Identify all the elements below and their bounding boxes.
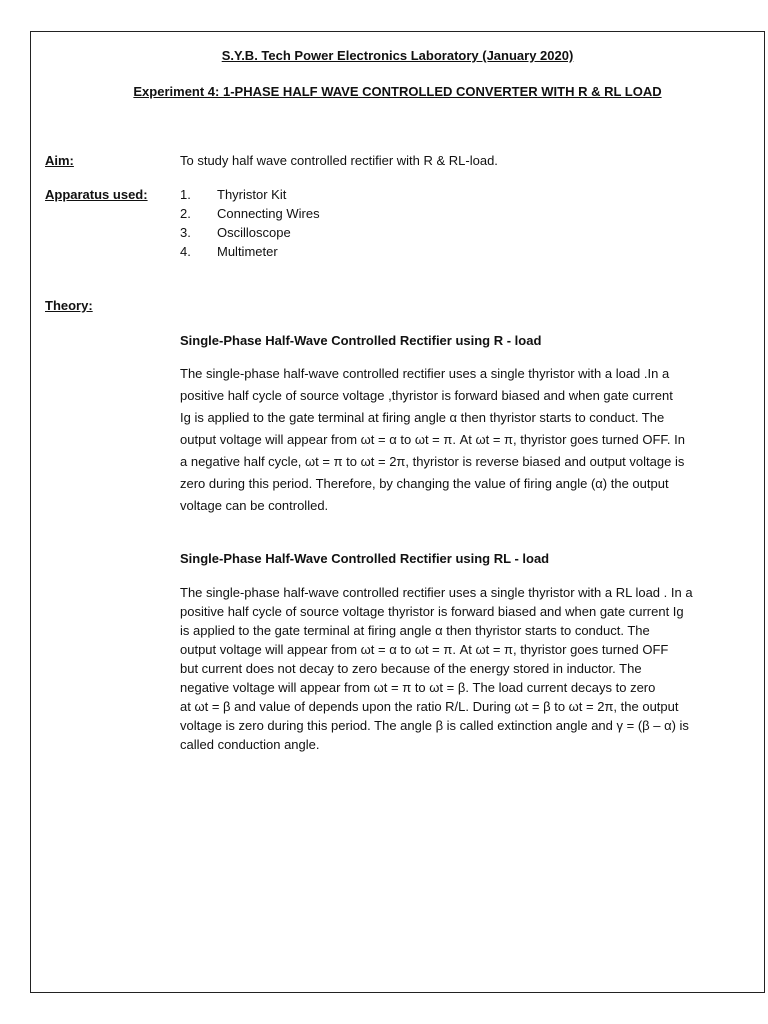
paragraph-line: Ig is applied to the gate terminal at firing angle α then thyristor starts to conduct. The [180, 410, 665, 425]
aim-text: To study half wave controlled rectifier with R & RL-load. [180, 153, 498, 168]
apparatus-number: 2. [180, 206, 191, 221]
r-load-paragraph [180, 363, 732, 517]
paragraph-line: negative voltage will appear from ωt = π to ωt = β. The load current decays to zero [180, 680, 656, 695]
apparatus-item: Thyristor Kit [217, 187, 287, 202]
paragraph-line: is applied to the gate terminal at firing angle α then thyristor starts to conduct. The [180, 623, 650, 638]
paragraph-line: at ωt = β and value of depends upon the ratio R/L. During ωt = β to ωt = 2π, the output [180, 699, 679, 714]
paragraph-line: output voltage will appear from ωt = α to ωt = π. At ωt = π, thyristor goes turned OFF. In [180, 432, 685, 447]
paragraph-line: but current does not decay to zero because of the energy stored in inductor. The [180, 661, 642, 676]
r-load-heading: Single-Phase Half-Wave Controlled Rectifier using R - load [180, 333, 542, 348]
paragraph-line: The single-phase half-wave controlled rectifier uses a single thyristor with a RL load . In a [180, 585, 693, 600]
theory-label: Theory: [45, 298, 93, 313]
paragraph-line: called conduction angle. [180, 737, 320, 752]
apparatus-label: Apparatus used: [45, 187, 148, 202]
apparatus-number: 1. [180, 187, 191, 202]
apparatus-item: Connecting Wires [217, 206, 320, 221]
paragraph-line: voltage is zero during this period. The angle β is called extinction angle and γ = (β – α) is [180, 718, 689, 733]
document-title: S.Y.B. Tech Power Electronics Laboratory (January 2020) [221, 48, 574, 63]
paragraph-line: a negative half cycle, ωt = π to ωt = 2π, thyristor is reverse biased and output voltage is [180, 454, 685, 469]
apparatus-item: Multimeter [217, 244, 278, 259]
paragraph-line: positive half cycle of source voltage ,thyristor is forward biased and when gate current [180, 388, 673, 403]
paragraph-line: zero during this period. Therefore, by changing the value of firing angle (α) the output [180, 476, 669, 491]
rl-load-paragraph [180, 583, 732, 754]
paragraph-line: voltage can be controlled. [180, 498, 329, 513]
apparatus-number: 3. [180, 225, 191, 240]
apparatus-item: Oscilloscope [217, 225, 291, 240]
rl-load-heading: Single-Phase Half-Wave Controlled Rectifier using RL - load [180, 551, 550, 566]
paragraph-line: positive half cycle of source voltage thyristor is forward biased and when gate current Ig [180, 604, 684, 619]
paragraph-line: output voltage will appear from ωt = α to ωt = π. At ωt = π, thyristor goes turned OFF [180, 642, 669, 657]
apparatus-number: 4. [180, 244, 191, 259]
paragraph-line: The single-phase half-wave controlled rectifier uses a single thyristor with a load .In a [180, 366, 670, 381]
aim-label: Aim: [45, 153, 74, 168]
experiment-title: Experiment 4: 1-PHASE HALF WAVE CONTROLLED CONVERTER WITH R & RL LOAD [133, 84, 662, 99]
